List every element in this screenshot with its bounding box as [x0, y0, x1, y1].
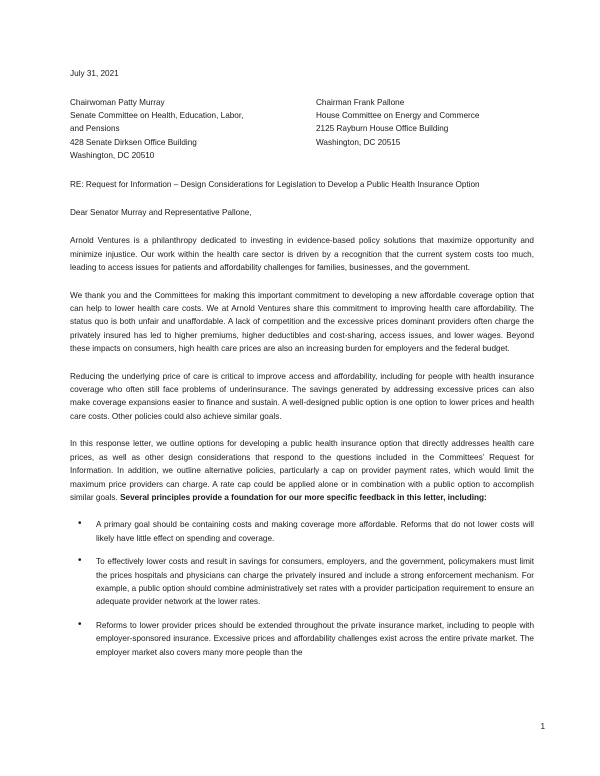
body-paragraph-2: We thank you and the Committees for making this important commitment to developing a new affordable coverage option that can help to lower health care costs. We at Arnold Ventures share this commitment to improving health care affordability. The status quo is both unfair and unaffordable. A lack of competition and the excessive prices dominant providers often charge the privately insured has led to higher premiums, higher deductibles and cost-sharing, access issues, and lower wages. Beyond these impacts on consumers, high health care prices are also an increasing burden for employers and the federal budget.: [70, 290, 534, 354]
address-line: Washington, DC 20515: [316, 137, 401, 147]
paragraph-bold-text: Several principles provide a foundation for our more specific feedback in this letter, including:: [120, 492, 487, 502]
salutation: Dear Senator Murray and Representative Pallone,: [70, 208, 252, 218]
list-item: • A primary goal should be containing costs and making coverage more affordable. Reforms that do not lower costs will likely have little effect on spending and coverage.: [70, 518, 534, 545]
recipient-address-left: [70, 96, 316, 162]
address-line: 2125 Rayburn House Office Building: [316, 124, 449, 134]
address-line: Senate Committee on Health, Education, Labor,: [70, 111, 244, 121]
list-item: • To effectively lower costs and result in savings for consumers, employers, and the government, policymakers must limit the prices hospitals and physicians can charge the privately insured and include a strong enforcement mechanism. For example, a public option should combine administratively set rates with a provider participation requirement to ensure an adequate provider network at the lower rates.: [70, 555, 534, 609]
address-line: 428 Senate Dirksen Office Building: [70, 137, 197, 147]
body-paragraph-3: Reducing the underlying price of care is critical to improve access and affordability, including for people with health insurance coverage who often still face problems of underinsurance. The savings generated by addressing excessive prices can also make coverage expansions easier to finance and sustain. A well-designed public option is one option to lower prices and health care costs. Other policies could also achieve similar goals.: [70, 371, 534, 421]
principles-list: [70, 518, 534, 659]
page-number: 1: [540, 722, 545, 731]
recipient-addresses: [70, 96, 534, 162]
paragraph-text: In this response letter, we outline options for developing a public health insurance option that directly addresses health care prices, as well as other design considerations that respond to the questions included in the Committees’ Request for Information. In addition, we outline alternative policies, particularly a cap on provider payment rates, which would limit the maximum price providers can charge. A rate cap could be applied alone or in combination with a public option to accomplish similar goals.: [70, 439, 534, 502]
list-item: • Reforms to lower provider prices should be extended throughout the private insurance market, including to people with employer-sponsored insurance. Excessive prices and affordability challenges exist across the entire private market. The employer market also covers many more people than the: [70, 619, 534, 659]
body-paragraph-4: [70, 437, 534, 504]
address-line: House Committee on Energy and Commerce: [316, 111, 480, 121]
address-line: Chairman Frank Pallone: [316, 98, 405, 107]
body-paragraph-1: Arnold Ventures is a philanthropy dedicated to investing in evidence-based policy solutions that maximize opportunity and minimize injustice. Our work within the health care sector is driven by a recognition that the current system costs too much, leading to access issues for patients and affordability challenges for families, businesses, and the government.: [70, 236, 534, 273]
recipient-address-right: [316, 96, 479, 162]
address-line: Chairwoman Patty Murray: [70, 98, 165, 107]
address-line: Washington, DC 20510: [70, 150, 155, 160]
letter-date: July 31, 2021: [70, 69, 119, 78]
re-subject-line: RE: Request for Information – Design Considerations for Legislation to Develop a Public Health Insurance Option: [70, 180, 480, 190]
address-line: and Pensions: [70, 124, 120, 134]
